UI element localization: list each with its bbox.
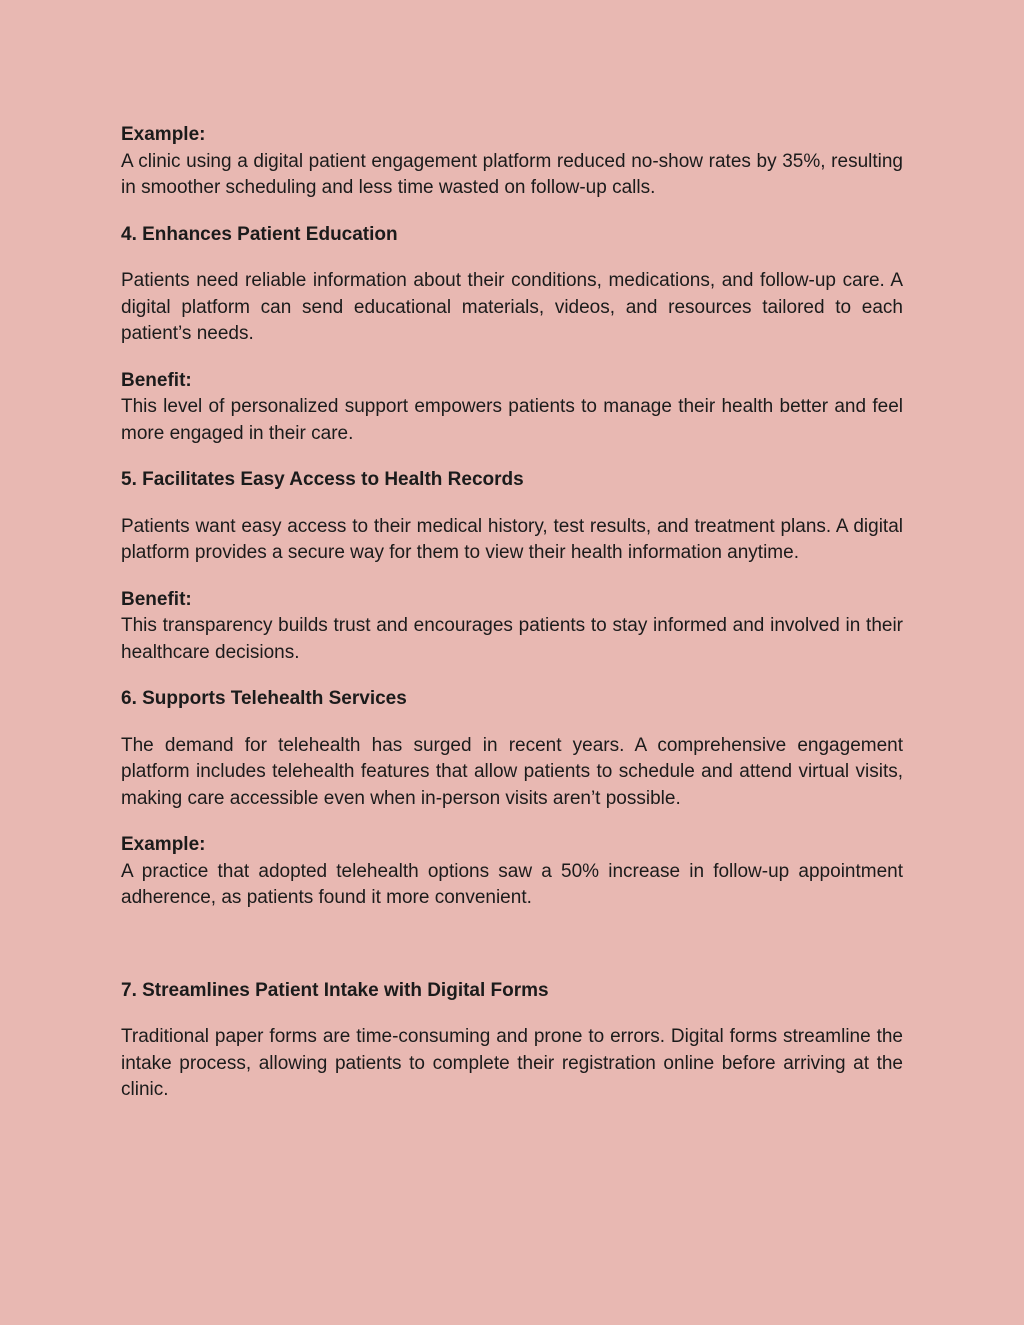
section-heading-4: 4. Enhances Patient Education <box>121 223 398 245</box>
section-body-5: Patients want easy access to their medical history, test results, and treatment plans. A digital platform provides a secure way for them to view their health information anytime. <box>121 515 903 563</box>
example-label-6: Example: <box>121 834 206 855</box>
example-label: Example: <box>121 124 206 145</box>
example-block <box>121 122 903 202</box>
section-heading-7: 7. Streamlines Patient Intake with Digital Forms <box>121 979 549 1001</box>
example-block-6 <box>121 832 903 912</box>
section-heading-6: 6. Supports Telehealth Services <box>121 688 407 709</box>
section-body-4: Patients need reliable information about their conditions, medications, and follow-up care. A digital platform can send educational materials, videos, and resources tailored to each patient’s needs. <box>121 270 903 344</box>
benefit-block-5 <box>121 587 903 667</box>
example-text-6: A practice that adopted telehealth options saw a 50% increase in follow-up appointment adherence, as patients found it more convenient. <box>121 860 903 908</box>
benefit-text-5: This transparency builds trust and encourages patients to stay informed and involved in their healthcare decisions. <box>121 615 903 663</box>
benefit-label-4: Benefit: <box>121 369 192 391</box>
benefit-block-4 <box>121 368 903 448</box>
example-text: A clinic using a digital patient engagement platform reduced no-show rates by 35%, resulting in smoother scheduling and less time wasted on follow-up calls. <box>121 150 903 198</box>
benefit-label-5: Benefit: <box>121 588 192 610</box>
section-heading-5: 5. Facilitates Easy Access to Health Records <box>121 469 524 490</box>
section-body-7: Traditional paper forms are time-consuming and prone to errors. Digital forms streamline the intake process, allowing patients to complete their registration online before arriving at the clinic. <box>121 1026 903 1100</box>
benefit-text-4: This level of personalized support empowers patients to manage their health better and feel more engaged in their care. <box>121 396 903 444</box>
section-body-6: The demand for telehealth has surged in recent years. A comprehensive engagement platform includes telehealth features that allow patients to schedule and attend virtual visits, making care accessible even when in-person visits aren’t possible. <box>121 734 903 809</box>
